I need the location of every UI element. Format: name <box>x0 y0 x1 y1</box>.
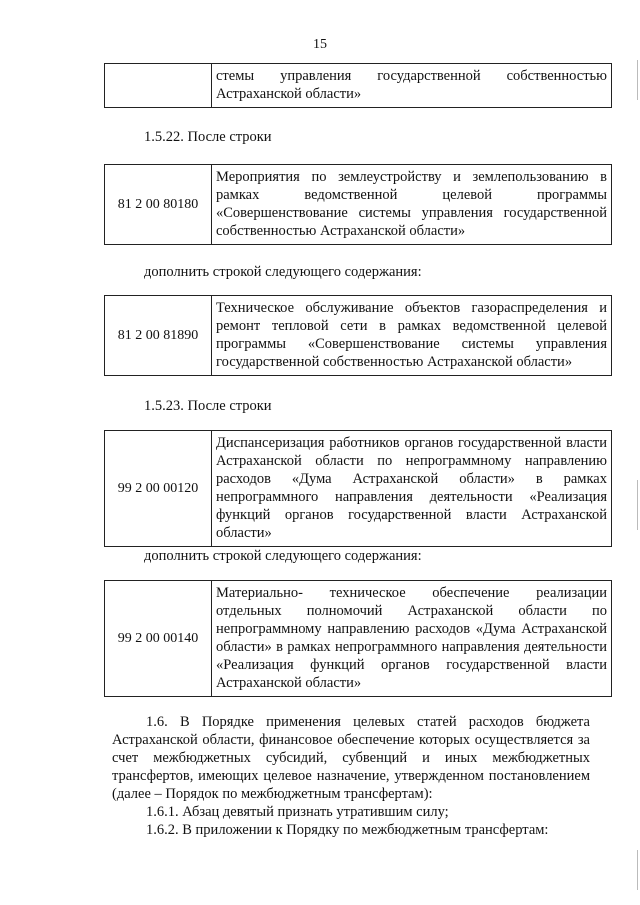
table-cell-description: Техническое обслуживание объектов газораспределения и ремонт тепловой сети в рамках ведомственной целевой программы «Совершенствование системы управления государственной собственностью Астраханской области» <box>212 296 612 376</box>
add-line-text-2: дополнить строкой следующего содержания: <box>144 548 422 564</box>
table-row <box>105 64 612 108</box>
table-fragment-top <box>104 63 612 108</box>
table-row-81-2-00-81890 <box>104 295 612 376</box>
table-row <box>105 296 612 376</box>
add-line-text-1: дополнить строкой следующего содержания: <box>144 264 422 280</box>
table-row <box>105 431 612 547</box>
section-1-5-22-heading: 1.5.22. После строки <box>144 129 272 145</box>
section-1-5-23-heading: 1.5.23. После строки <box>144 398 272 414</box>
paragraph-1-6: 1.6. В Порядке применения целевых статей расходов бюджета Астраханской области, финансовое обеспечение которых осуществляется за счет межбюджетных субсидий, субвенций и иных межбюджетных трансфертов, имеющих целевое назначение, утвержденном постановлением (далее – Порядок по межбюджетным трансфертам): <box>112 714 590 802</box>
table-row-81-2-00-80180 <box>104 164 612 245</box>
table-cell-code: 81 2 00 81890 <box>105 296 212 376</box>
paragraph-1-6-2: 1.6.2. В приложении к Порядку по межбюджетным трансфертам: <box>146 822 549 838</box>
scan-edge-line <box>637 480 638 530</box>
table-cell-code: 81 2 00 80180 <box>105 165 212 245</box>
table-cell-description: стемы управления государственной собственностью Астраханской области» <box>212 64 612 108</box>
scan-edge-line <box>637 850 638 890</box>
table-cell-description: Материально- техническое обеспечение реализации отдельных полномочий Астраханской области по непрограммному направлению расходов «Дума Астраханской области» в рамках непрограммного направления деятельности «Реализация функций органов государственной власти Астраханской области» <box>212 581 612 697</box>
table-cell-code: 99 2 00 00140 <box>105 581 212 697</box>
table-row-99-2-00-00120 <box>104 430 612 547</box>
page-number: 15 <box>313 37 327 52</box>
table-cell-description: Диспансеризация работников органов государственной власти Астраханской области по непрограммному направлению расходов «Дума Астраханской области» в рамках непрограммного направления деятельности «Реализация функций органов государственной власти Астраханской области» <box>212 431 612 547</box>
scan-edge-line <box>637 60 638 100</box>
table-cell-description: Мероприятия по землеустройству и землепользованию в рамках ведомственной целевой программы «Совершенствование системы управления государственной собственностью Астраханской области» <box>212 165 612 245</box>
table-row <box>105 165 612 245</box>
table-cell-code: 99 2 00 00120 <box>105 431 212 547</box>
table-row <box>105 581 612 697</box>
table-cell-code <box>105 64 212 108</box>
paragraph-1-6-1: 1.6.1. Абзац девятый признать утратившим силу; <box>146 804 449 820</box>
table-row-99-2-00-00140 <box>104 580 612 697</box>
